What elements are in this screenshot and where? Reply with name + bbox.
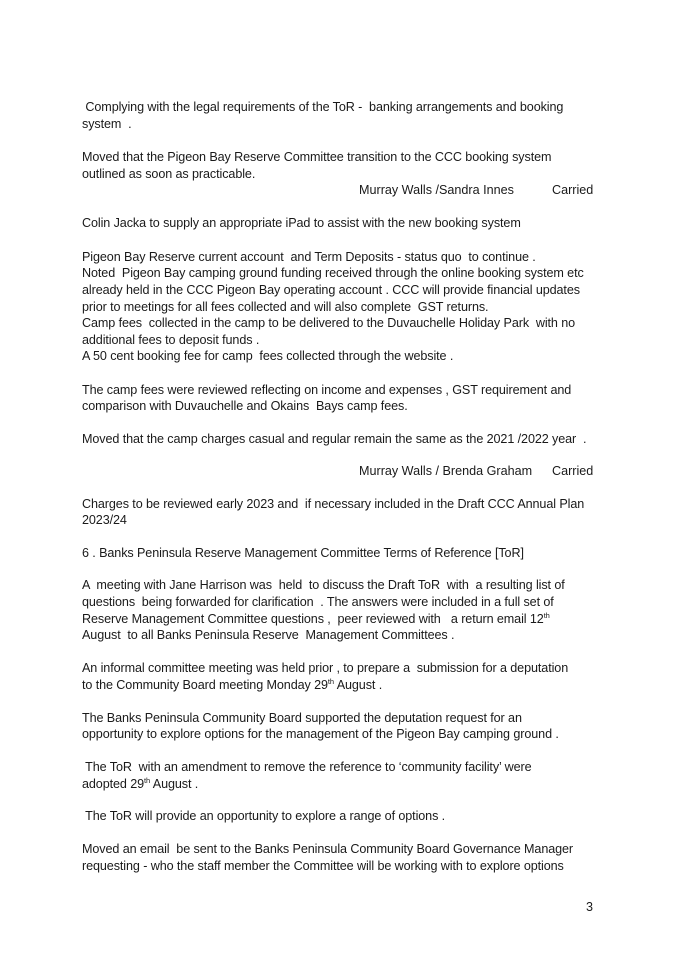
motion-movers: Murray Walls /Sandra Innes [359,183,514,197]
paragraph-line: system . [82,117,132,131]
paragraph-line: prior to meetings for all fees collected and will also complete GST returns. [82,300,489,314]
paragraph-line: A 50 cent booking fee for camp fees collected through the website . [82,349,454,363]
paragraph-line: questions being forwarded for clarification . The answers were included in a full set of [82,595,554,609]
paragraph-line: Noted Pigeon Bay camping ground funding received through the online booking system etc [82,266,584,280]
motion-result: Carried [552,183,594,197]
paragraph-line: The ToR will provide an opportunity to explore a range of options . [82,809,446,823]
paragraph-line: opportunity to explore options for the management of the Pigeon Bay camping ground . [82,727,559,741]
paragraph-line: Pigeon Bay Reserve current account and Term Deposits - status quo to continue . [82,250,536,264]
ordinal-suffix: th [144,776,151,785]
text: to the Community Board meeting Monday 29 [82,678,328,692]
paragraph-line: already held in the CCC Pigeon Bay operating account . CCC will provide financial updates [82,283,580,297]
motion-text: outlined as soon as practicable. [82,167,256,181]
motion-movers: Murray Walls / Brenda Graham [359,464,533,478]
paragraph-line [82,776,198,793]
section-heading: 6 . Banks Peninsula Reserve Management Committee Terms of Reference [ToR] [82,546,524,560]
paragraph-line: The Banks Peninsula Community Board supported the deputation request for an [82,711,522,725]
motion-text: Moved that the camp charges casual and regular remain the same as the 2021 /2022 year . [82,432,587,446]
paragraph-line: comparison with Duvauchelle and Okains Bays camp fees. [82,399,408,413]
paragraph-line: August to all Banks Peninsula Reserve Management Committees . [82,628,455,642]
motion-text: Moved an email be sent to the Banks Peninsula Community Board Governance Manager [82,842,574,856]
page-number: 3 [586,900,594,914]
paragraph-line: 2023/24 [82,513,127,527]
text: Reserve Management Committee questions , peer reviewed with a return email 12 [82,612,544,626]
text: August . [150,777,199,791]
text: adopted 29 [82,777,145,791]
paragraph-line: Camp fees collected in the camp to be delivered to the Duvauchelle Holiday Park with no [82,316,576,330]
paragraph-line: Colin Jacka to supply an appropriate iPad to assist with the new booking system [82,216,521,230]
paragraph-line: The camp fees were reviewed reflecting on income and expenses , GST requirement and [82,383,572,397]
motion-text: Moved that the Pigeon Bay Reserve Committee transition to the CCC booking system [82,150,552,164]
paragraph-line: An informal committee meeting was held prior , to prepare a submission for a deputation [82,661,569,675]
paragraph-line: A meeting with Jane Harrison was held to discuss the Draft ToR with a resulting list of [82,578,565,592]
ordinal-suffix: th [543,611,550,620]
ordinal-suffix: th [327,677,334,686]
paragraph-line: Complying with the legal requirements of the ToR - banking arrangements and booking [82,100,564,114]
paragraph-line: The ToR with an amendment to remove the reference to ‘community facility’ were [82,760,532,774]
paragraph-line [82,677,382,694]
paragraph-line: additional fees to deposit funds . [82,333,260,347]
motion-text: requesting - who the staff member the Committee will be working with to explore options [82,859,564,873]
paragraph-line: Charges to be reviewed early 2023 and if necessary included in the Draft CCC Annual Plan [82,497,585,511]
paragraph-line [82,611,550,628]
motion-result: Carried [552,464,594,478]
text: August . [333,678,383,692]
